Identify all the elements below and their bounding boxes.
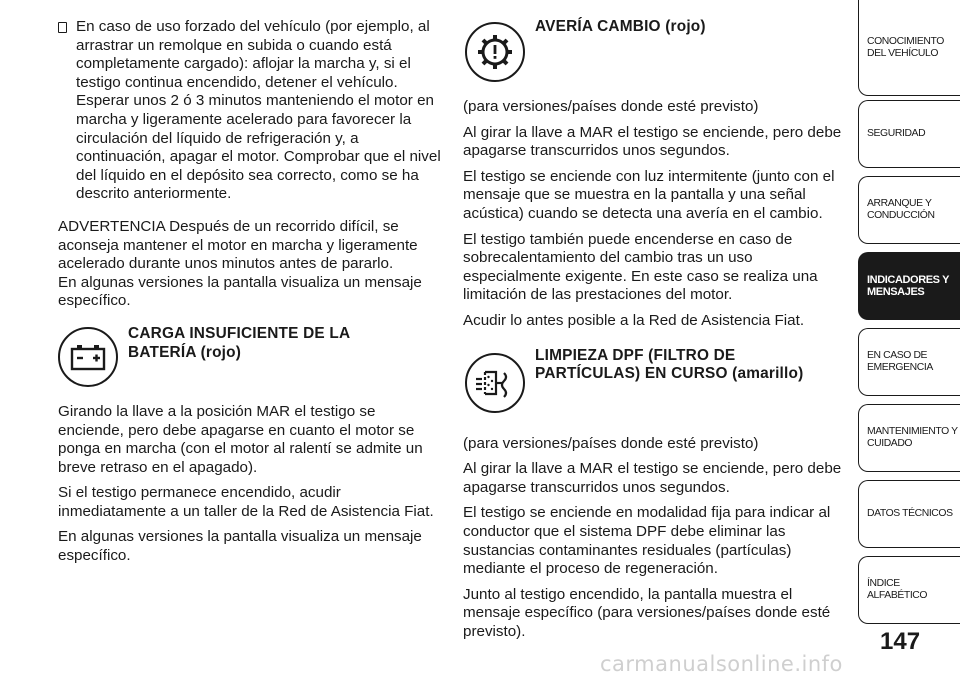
tab-seguridad[interactable]: SEGURIDAD — [858, 100, 960, 168]
gear-warning-icon — [465, 22, 525, 82]
tab-arranque-y-conduccion[interactable]: ARRANQUE Y CONDUCCIÓN — [858, 176, 960, 244]
battery-title-line1: CARGA INSUFICIENTE DE LA — [128, 324, 351, 342]
gearbox-section-title: AVERÍA CAMBIO (rojo) — [535, 18, 706, 35]
battery-title-line2: BATERÍA (rojo) — [128, 343, 242, 361]
watermark: carmanualsonline.info — [600, 652, 843, 676]
battery-section-title — [128, 325, 350, 362]
dpf-filter-icon — [465, 353, 525, 413]
tab-en-caso-de-emergencia[interactable]: EN CASO DE EMERGENCIA — [858, 328, 960, 396]
dpf-section-title — [535, 347, 803, 384]
gearbox-paragraph-4: El testigo también puede encenderse en caso de sobrecalentamiento del cambio tras un uso especialmente exigente. En este caso se realiza una limitación de las prestaciones del motor. — [463, 230, 818, 304]
dpf-paragraph-1: (para versiones/países donde esté previsto) — [463, 434, 759, 452]
dpf-section-header — [463, 347, 848, 421]
dpf-title-line2: PARTÍCULAS) EN CURSO (amarillo) — [535, 365, 804, 383]
battery-section-header — [58, 325, 443, 397]
tab-indicadores-y-mensajes[interactable]: INDICADORES Y MENSAJES — [858, 252, 960, 320]
bullet-text: En caso de uso forzado del vehículo (por ejemplo, al arrastrar un remolque en subida o cuando está completamente cargado): aflojar la marcha y, si el testigo continua encendido, detener el vehículo. Esperar unos 2 ó 3 minutos manteniendo el motor en marcha y ligeramente acelerado para favorecer la circulación del líquido de refrigeración y, a continuación, apagar el motor. Comprobar que el nivel del líquido en el depósito sea correcto, como se ha descrito anteriormente. — [76, 18, 441, 203]
tab-datos-tecnicos[interactable]: DATOS TÉCNICOS — [858, 480, 960, 548]
gearbox-paragraph-5: Acudir lo antes posible a la Red de Asistencia Fiat. — [463, 311, 805, 329]
bullet-paragraph — [58, 18, 443, 204]
gearbox-paragraph-3: El testigo se enciende con luz intermitente (junto con el mensaje que se muestra en la pantalla y una señal acústica) cuando se detecta una avería en el cambio. — [463, 167, 835, 222]
chapter-sidebar — [858, 0, 960, 678]
tab-conocimiento-del-vehiculo[interactable]: CONOCIMIENTO DEL VEHÍCULO — [858, 0, 960, 96]
dpf-paragraph-2: Al girar la llave a MAR el testigo se enciende, pero debe apagarse transcurridos unos segundos. — [463, 460, 842, 496]
gearbox-section-header — [463, 18, 848, 90]
warning-paragraph: ADVERTENCIA Después de un recorrido difícil, se aconseja mantener el motor en marcha y ligeramente acelerado durante unos minutos antes de pararlo. — [58, 217, 418, 273]
tab-mantenimiento-y-cuidado[interactable]: MANTENIMIENTO Y CUIDADO — [858, 404, 960, 472]
gearbox-paragraph-2: Al girar la llave a MAR el testigo se enciende, pero debe apagarse transcurridos unos segundos. — [463, 123, 842, 160]
dpf-paragraph-4: Junto al testigo encendido, la pantalla muestra el mensaje específico (para versiones/países donde esté previsto). — [463, 585, 831, 640]
checkbox-bullet-icon — [58, 22, 67, 33]
dpf-paragraph-3: El testigo se enciende en modalidad fija para indicar al conductor que el sistema DPF debe eliminar las sustancias contaminantes residuales (partículas) mediante el proceso de regeneración. — [463, 504, 831, 578]
gearbox-paragraph-1: (para versiones/países donde esté previsto) — [463, 98, 759, 115]
battery-paragraph-2: Si el testigo permanece encendido, acudir inmediatamente a un taller de la Red de Asistencia Fiat. — [58, 484, 434, 520]
right-column — [463, 18, 848, 641]
warning-extra-paragraph: En algunas versiones la pantalla visualiza un mensaje específico. — [58, 273, 422, 310]
tab-indice-alfabetico[interactable]: ÍNDICE ALFABÉTICO — [858, 556, 960, 624]
battery-icon — [58, 327, 118, 387]
left-column — [58, 18, 443, 566]
dpf-title-line1: LIMPIEZA DPF (FILTRO DE — [535, 346, 736, 364]
battery-paragraph-1: Girando la llave a la posición MAR el testigo se enciende, pero debe apagarse en cuanto el motor se ponga en marcha (con el motor al ralentí se admite un breve retraso en el apagado). — [58, 402, 423, 476]
page-number: 147 — [880, 628, 921, 655]
battery-paragraph-3: En algunas versiones la pantalla visualiza un mensaje específico. — [58, 528, 422, 565]
